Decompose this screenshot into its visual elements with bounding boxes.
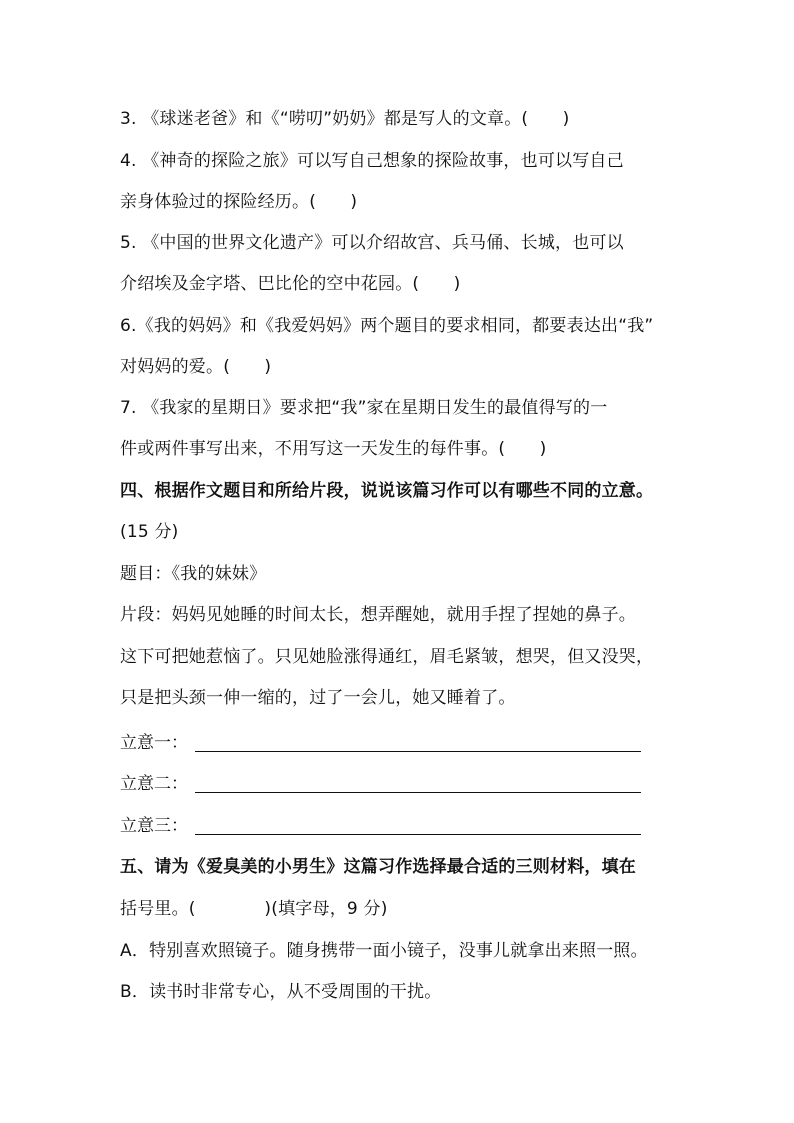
section-4-fragment-line-2: 这下可把她惹恼了。只见她脸涨得通红，眉毛紧皱，想哭，但又没哭， xyxy=(120,647,654,667)
section-5-heading-line-2: 括号里。( )(填字母，9 分) xyxy=(120,899,388,919)
answer-3-row xyxy=(120,814,188,838)
section-4-fragment-line-3: 只是把头颈一伸一缩的，过了一会儿，她又睡着了。 xyxy=(120,688,516,708)
answer-1-blank-line[interactable] xyxy=(195,751,641,752)
question-7-line-2: 件或两件事写出来，不用写这一天发生的每件事。( ) xyxy=(120,439,547,459)
answer-2-blank-line[interactable] xyxy=(195,792,641,793)
section-4-heading-line-1: 四、根据作文题目和所给片段，说说该篇习作可以有哪些不同的立意。 xyxy=(120,481,654,501)
answer-3-blank-line[interactable] xyxy=(195,834,641,835)
answer-2-row xyxy=(120,772,188,796)
question-7-line-1: 7. 《我家的星期日》要求把“我”家在星期日发生的最值得写的一 xyxy=(120,398,608,418)
answer-1-row xyxy=(120,731,188,755)
question-6-line-2: 对妈妈的爱。( ) xyxy=(120,357,272,377)
section-4-fragment-line-1: 片段：妈妈见她睡的时间太长，想弄醒她，就用手捏了捏她的鼻子。 xyxy=(120,605,636,625)
question-5-line-1: 5. 《中国的世界文化遗产》可以介绍故宫、兵马俑、长城，也可以 xyxy=(120,233,624,253)
section-5-option-a: A．特别喜欢照镜子。随身携带一面小镜子，没事儿就拿出来照一照。 xyxy=(120,941,648,961)
question-6-line-1: 6.《我的妈妈》和《我爱妈妈》两个题目的要求相同，都要表达出“我” xyxy=(120,316,654,336)
section-5-heading-line-1: 五、请为《爱臭美的小男生》这篇习作选择最合适的三则材料，填在 xyxy=(120,857,636,877)
section-4-topic: 题目：《我的妹妹》 xyxy=(120,564,267,584)
question-4-line-1: 4. 《神奇的探险之旅》可以写自己想象的探险故事，也可以写自己 xyxy=(120,151,624,171)
answer-3-label: 立意三： xyxy=(120,816,188,836)
question-5-line-2: 介绍埃及金字塔、巴比伦的空中花园。( ) xyxy=(120,274,461,294)
answer-2-label: 立意二： xyxy=(120,774,188,794)
section-5-option-b: B．读书时非常专心，从不受周围的干扰。 xyxy=(120,982,442,1002)
section-4-heading-line-2: (15 分) xyxy=(120,522,179,542)
question-4-line-2: 亲身体验过的探险经历。( ) xyxy=(120,192,358,212)
question-3-line-1: 3. 《球迷老爸》和《“唠叨”奶奶》都是写人的文章。( ) xyxy=(120,109,570,129)
answer-1-label: 立意一： xyxy=(120,733,188,753)
